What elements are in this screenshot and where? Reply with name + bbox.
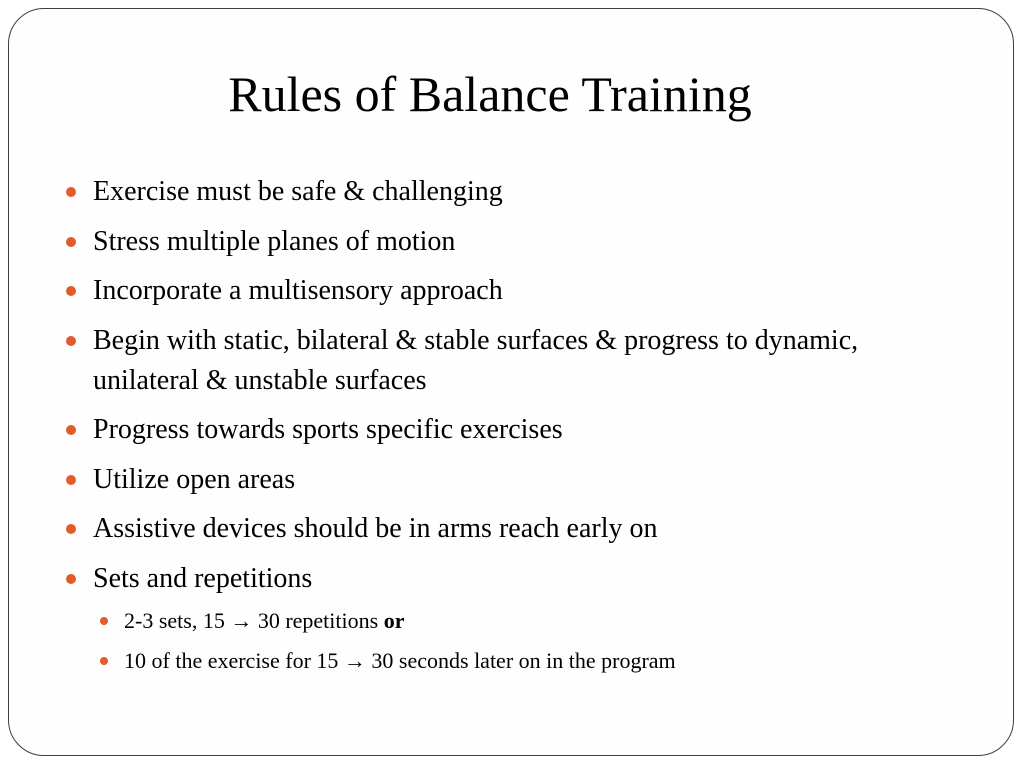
bullet-dot-icon [66, 336, 76, 346]
bullet-text: Progress towards sports specific exercises [93, 414, 563, 445]
bullet-dot-icon [66, 475, 76, 485]
sub-list-item [93, 606, 964, 636]
list-item [64, 559, 964, 676]
bullet-dot-icon [66, 286, 76, 296]
bullet-dot-icon [66, 187, 76, 197]
slide-title: Rules of Balance Training [228, 66, 752, 122]
sub-bullet-list [93, 606, 964, 676]
sub-bullet-text: 2-3 sets, 15 → 30 repetitions [124, 607, 384, 633]
bullet-text: Sets and repetitions [93, 562, 313, 594]
sub-list-item [93, 646, 964, 676]
list-item [64, 321, 964, 401]
list-item [64, 172, 964, 212]
bullet-text: Exercise must be safe & challenging [93, 176, 503, 207]
sub-bullet-emphasis: or [383, 607, 405, 633]
bullet-dot-icon [66, 574, 76, 584]
bullet-dot-icon [66, 237, 76, 247]
bullet-list [64, 172, 964, 686]
bullet-text: Stress multiple planes of motion [93, 225, 456, 257]
list-item [64, 222, 964, 262]
sub-bullet-dot-icon [100, 617, 108, 625]
list-item [64, 460, 964, 500]
bullet-text: Utilize open areas [93, 463, 296, 495]
bullet-dot-icon [66, 524, 76, 534]
bullet-dot-icon [66, 425, 76, 435]
list-item [64, 271, 964, 311]
list-item [64, 509, 964, 549]
list-item [64, 410, 964, 450]
sub-bullet-text: 10 of the exercise for 15 → 30 seconds later on in the program [124, 647, 676, 673]
bullet-text: Incorporate a multisensory approach [93, 275, 503, 306]
bullet-text: Begin with static, bilateral & stable surfaces & progress to dynamic, unilateral & unstable surfaces [93, 324, 859, 396]
bullet-text: Assistive devices should be in arms reach early on [93, 513, 658, 544]
slide-frame [8, 8, 1014, 756]
sub-bullet-dot-icon [100, 657, 108, 665]
